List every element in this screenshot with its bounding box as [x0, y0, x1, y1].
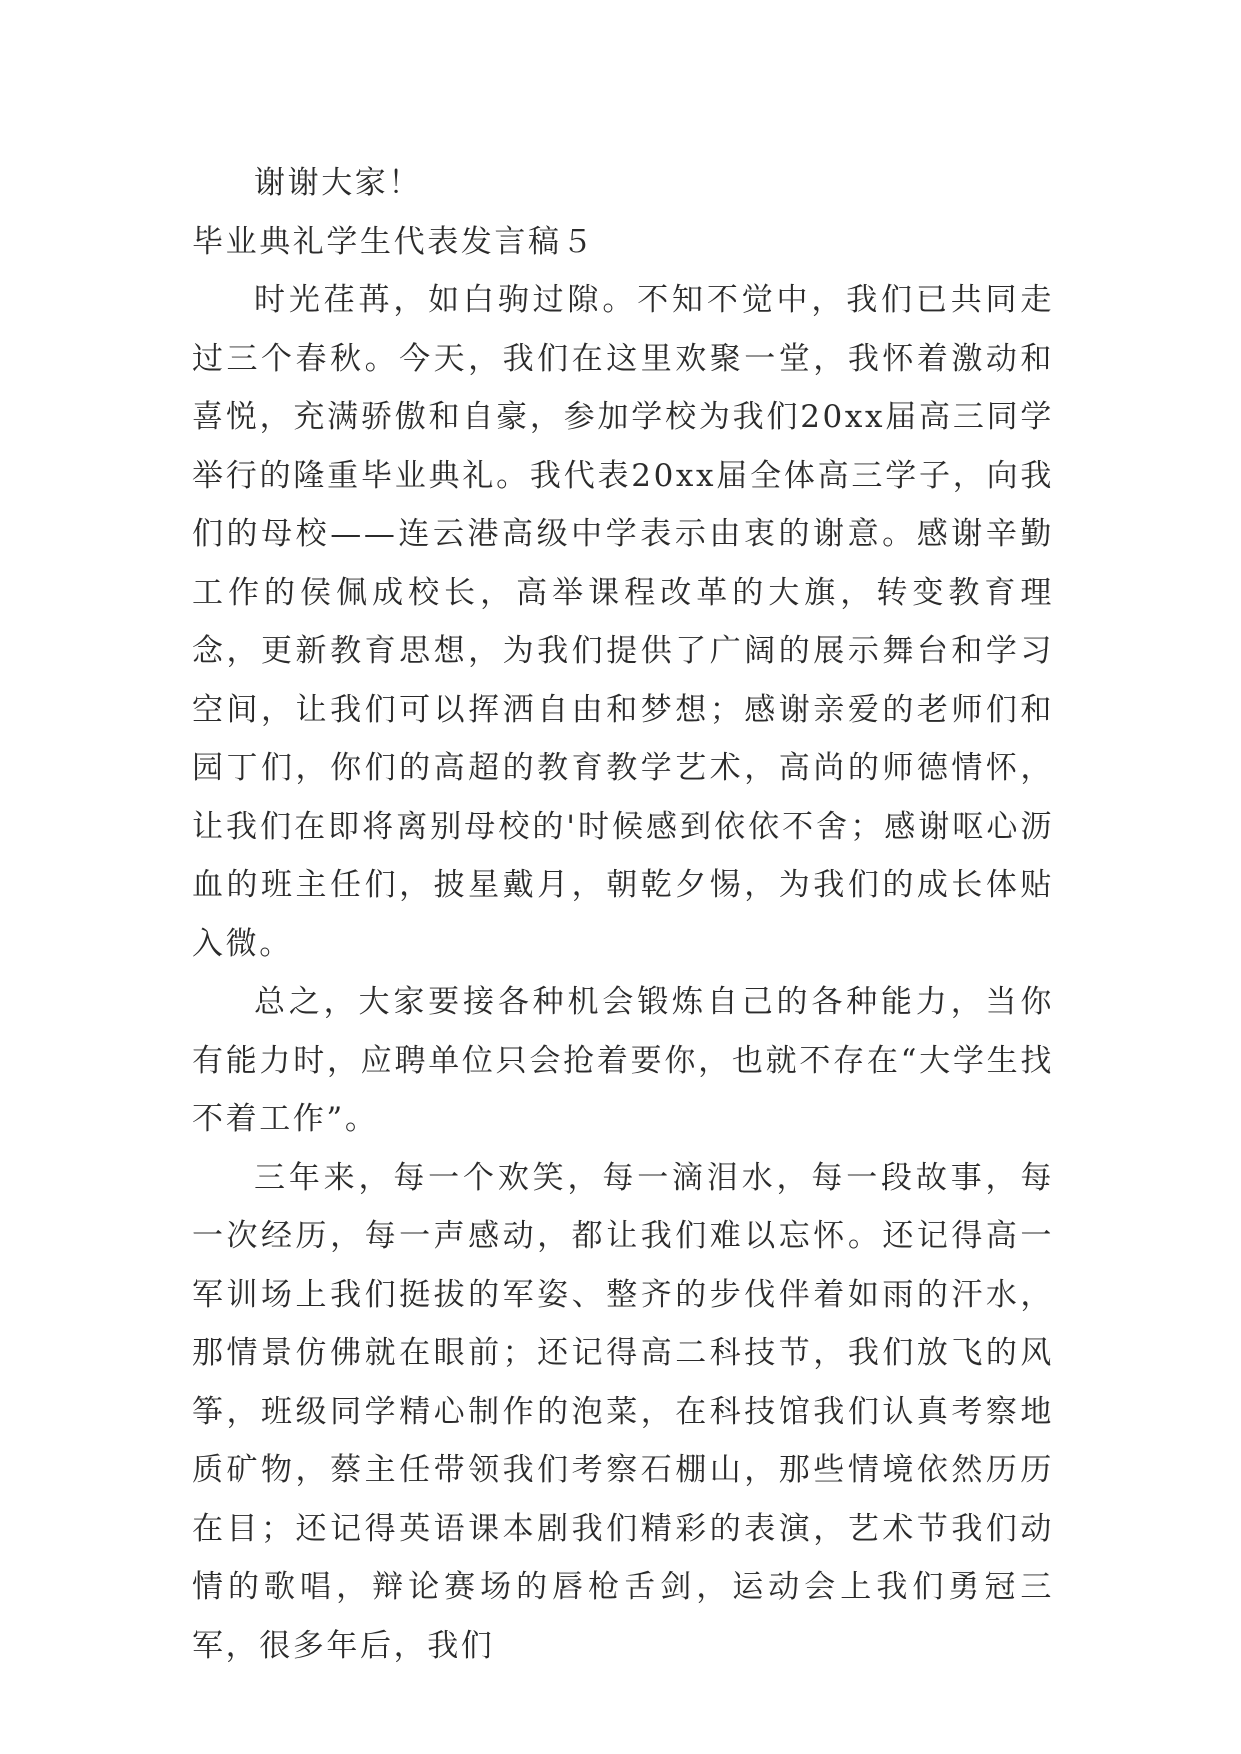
paragraph-1: 时光荏苒，如白驹过隙。不知不觉中，我们已共同走过三个春秋。今天，我们在这里欢聚一堂，我怀着激动和喜悦，充满骄傲和自豪，参加学校为我们20xx届高三同学举行的隆重毕业典礼。我代表20xx届全体高三学子，向我们的母校——连云港高级中学表示由衷的谢意。感谢辛勤工作的侯佩成校长，高举课程改革的大旗，转变教育理念，更新教育思想，为我们提供了广阔的展示舞台和学习空间，让我们可以挥洒自由和梦想；感谢亲爱的老师们和园丁们，你们的高超的教育教学艺术，高尚的师德情怀，让我们在即将离别母校的'时候感到依依不舍；感谢呕心沥血的班主任们，披星戴月，朝乾夕惕，为我们的成长体贴入微。 [192, 282, 1054, 962]
document-body [192, 154, 1054, 1675]
closing-line: 谢谢大家！ [254, 165, 422, 201]
section-title: 毕业典礼学生代表发言稿５ [192, 223, 596, 260]
paragraph-3: 三年来，每一个欢笑，每一滴泪水，每一段故事，每一次经历，每一声感动，都让我们难以忘怀。还记得高一军训场上我们挺拔的军姿、整齐的步伐伴着如雨的汗水，那情景仿佛就在眼前；还记得高二科技节，我们放飞的风筝，班级同学精心制作的泡菜，在科技馆我们认真考察地质矿物，蔡主任带领我们考察石棚山，那些情境依然历历在目；还记得英语课本剧我们精彩的表演，艺术节我们动情的歌唱，辩论赛场的唇枪舌剑，运动会上我们勇冠三军，很多年后，我们 [192, 1159, 1054, 1664]
paragraph-2: 总之，大家要接各种机会锻炼自己的各种能力，当你有能力时，应聘单位只会抢着要你，也就不存在“大学生找不着工作”。 [192, 984, 1054, 1137]
